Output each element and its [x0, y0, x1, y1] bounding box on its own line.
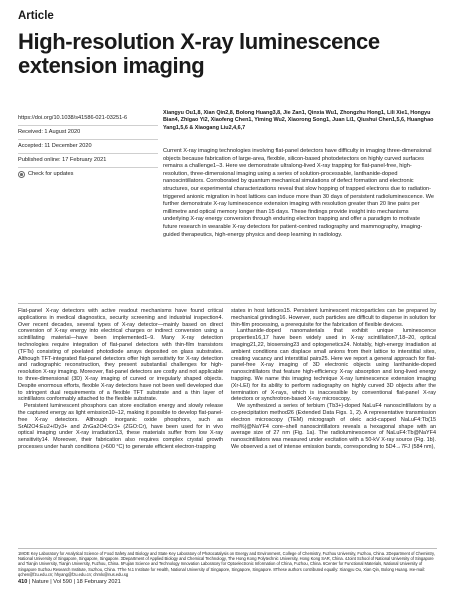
body-column-left [18, 308, 223, 451]
check-updates-link[interactable] [18, 167, 158, 181]
check-updates-label: Check for updates [28, 171, 74, 177]
footnote-divider [18, 548, 437, 549]
affiliations: 1MOE Key Laboratory for Analytical Science of Food Safety and Biology and State Key Laboratory of Photocatalysis on Energy and Environment, College of Chemistry, Fuzhou University, Fuzhou, China. 2Department of Chemistry, National University of Singapore, Singapore, Singapore. 3Department of Applied Biology and Chemical Technology, The Hong Kong Polytechnic University, Hong Kong SAR, China. 4Joint School of National University of Singapore and Tianjin University, Tianjin University, Fuzhou, China. 5Fujian Science and Technology Innovation Laboratory for Optoelectronic Information of China, Fuzhou, China. 6Center for Functional Materials, National University of Singapore Suzhou Research Institute, Suzhou, China. 7The N.1 Institute for Health, National University of Singapore, Singapore, Singapore. 8These authors contributed equally: Xiangyu Ou, Xian Qin, Bolong Huang. ✉e-mail: qchen@fzu.edu.cn; hhyang@fzu.edu.cn; chmlx@nus.edu.sg [18, 551, 435, 577]
paragraph: states in host lattices15. Persistent luminescent microparticles can be prepared by mechanical grinding16. However, such particles are difficult to disperse in solution for thin-film processing, a prerequisite for the fabrication of flexible devices. [231, 308, 436, 328]
body-column-right [231, 308, 436, 451]
footer-sep: | [28, 579, 32, 585]
paragraph: Persistent luminescent phosphors can store excitation energy and slowly release the captured energy as light emission10–12, making it possible to develop flat-panel-free X-ray detectors. Although inorganic oxide phosphors, such as SrAl2O4:Eu2+/Dy3+ and ZnGa2O4:Cr3+ (ZGO:Cr), have been used for in vivo optical imaging under X-ray irradiation13, these materials suffer from low X-ray sensitivity14. Moreover, their fabrication also requires complex crystal growth processes under harsh conditions (>600 °C) to generate efficient electron-trapping [18, 403, 223, 450]
received-date: Received: 1 August 2020 [18, 125, 158, 139]
footer-sep: | [73, 579, 77, 585]
doi-link[interactable]: https://doi.org/10.1038/s41586-021-03251-6 [18, 115, 128, 121]
article-title: High-resolution X-ray luminescence extension imaging [18, 29, 380, 78]
paragraph: We synthesized a series of terbium (Tb3+)-doped NaLuF4 nanoscintillators by a co-precipitation method26 (Extended Data Figs. 1, 2). A representative transmission electron microscopy (TEM) micrograph of oleic acid-capped NaLuF4:Tb(15 mol%)@NaYF4 core–shell nanoscintillators reveals a hexagonal shape with an average size of 27 nm (Fig. 1a). The radioluminescence of NaLuF4:Tb@NaYF4 nanoscintillators was measured under excitation with a 50-kV X-ray source (Fig. 1b). We observed a set of intense emission bands, corresponding to 5D4→7FJ (584 nm), [231, 403, 436, 450]
section-label: Article [18, 10, 54, 22]
page-footer [18, 579, 121, 585]
paragraph: Lanthanide-doped nanomaterials that exhibit unique luminescence properties16,17 have been widely used in X-ray scintillation7,18–20, optical imaging21,22, biosensing23 and optogenetics24. Notably, high-energy irradiation at ambient conditions can displace small anions from their lattice to interstitial sites, creating vacancy and interstitial pairs25. Here we report a general approach for flat-panel-free X-ray imaging of 3D electronic objects using lanthanide-doped nanoscintillators that feature high-efficiency X-ray absorption and long-lived energy trapping. We name this imaging technique X-ray luminescence extension imaging (Xr-LEI) for its ability to perform radiography on highly curved 3D objects after the termination of X-rays, which is inaccessible by conventional flat-panel X-ray detectors or synchrotron-based X-ray microscopy. [231, 328, 436, 403]
author-list: Xiangyu Ou1,8, Xian Qin2,8, Bolong Huang3,8, Jie Zan1, Qinxia Wu1, Zhongzhu Hong1, Lili Xie1, Hongyu Bian4, Zhigao Yi2, Xiaofeng Chen1, Yiming Wu2, Xiaorong Song1, Juan Li1, Qiushui Chen1,5,6, Huanghao Yang1,5,6 & Xiaogang Liu2,4,6,7 [163, 110, 434, 131]
journal-volume: Vol 590 [53, 579, 72, 585]
published-date: Published online: 17 February 2021 [18, 153, 158, 167]
divider [18, 303, 437, 304]
accepted-date: Accepted: 11 December 2020 [18, 139, 158, 153]
footer-sep: | [50, 579, 54, 585]
update-icon [18, 171, 25, 178]
page-number: 410 [18, 579, 28, 585]
abstract: Current X-ray imaging technologies involving flat-panel detectors have difficulty in imaging three-dimensional objects because fabrication of large-area, flexible, silicon-based photodetectors on highly curved surfaces remains a challenge1–3. Here we demonstrate ultralong-lived X-ray trapping for flat-panel-free, high-resolution, three-dimensional imaging using a series of solution-processable, lanthanide-doped nanoscintillators. Corroborated by quantum mechanical simulations of defect formation and electronic structures, our experimental characterizations reveal that slow hopping of trapped electrons due to radiation-triggered anionic migration in host lattices can induce more than 30 days of persistent radioluminescence. We further demonstrate X-ray luminescence extension imaging with resolution greater than 20 line pairs per millimetre and optical memory longer than 15 days. These findings provide insight into mechanisms underlying X-ray energy conversion through enduring electron trapping and offer a paradigm to motivate future research in wearable X-ray detectors for patient-centred radiography and mammography, imaging-guided therapeutics, high-energy physics and deep learning in radiology. [163, 148, 435, 238]
issue-date: 18 February 2021 [76, 579, 121, 585]
paragraph: Flat-panel X-ray detectors with active readout mechanisms have found critical applications in medical diagnostics, security screening and industrial inspection4. Over recent decades, several types of X-ray detector—mainly based on direct conversion of X-ray energy into electrical charges or indirect conversion using a scintillating material—have been implemented1–9. Many X-ray detection technologies require integration of flat-panel detectors with thin-film transistors (TFTs) consisting of pixelated photodiode arrays deposited on glass substrates. Although TFT-integrated flat-panel detectors offer high sensitivity for X-ray detection and radiographic reconstruction, they present substantial challenges for high-resolution X-ray imaging. Moreover, flat-panel detectors are costly and not applicable to three-dimensional (3D) X-ray imaging of curved or irregularly shaped objects. Despite enormous efforts, flexible X-ray detectors have not been well developed due to stringent dual requirements of a flexible TFT substrate and a thin layer of scintillators conformably attached to the flexible substrate. [18, 308, 223, 403]
journal-name: Nature [31, 579, 49, 585]
article-meta [18, 112, 158, 181]
